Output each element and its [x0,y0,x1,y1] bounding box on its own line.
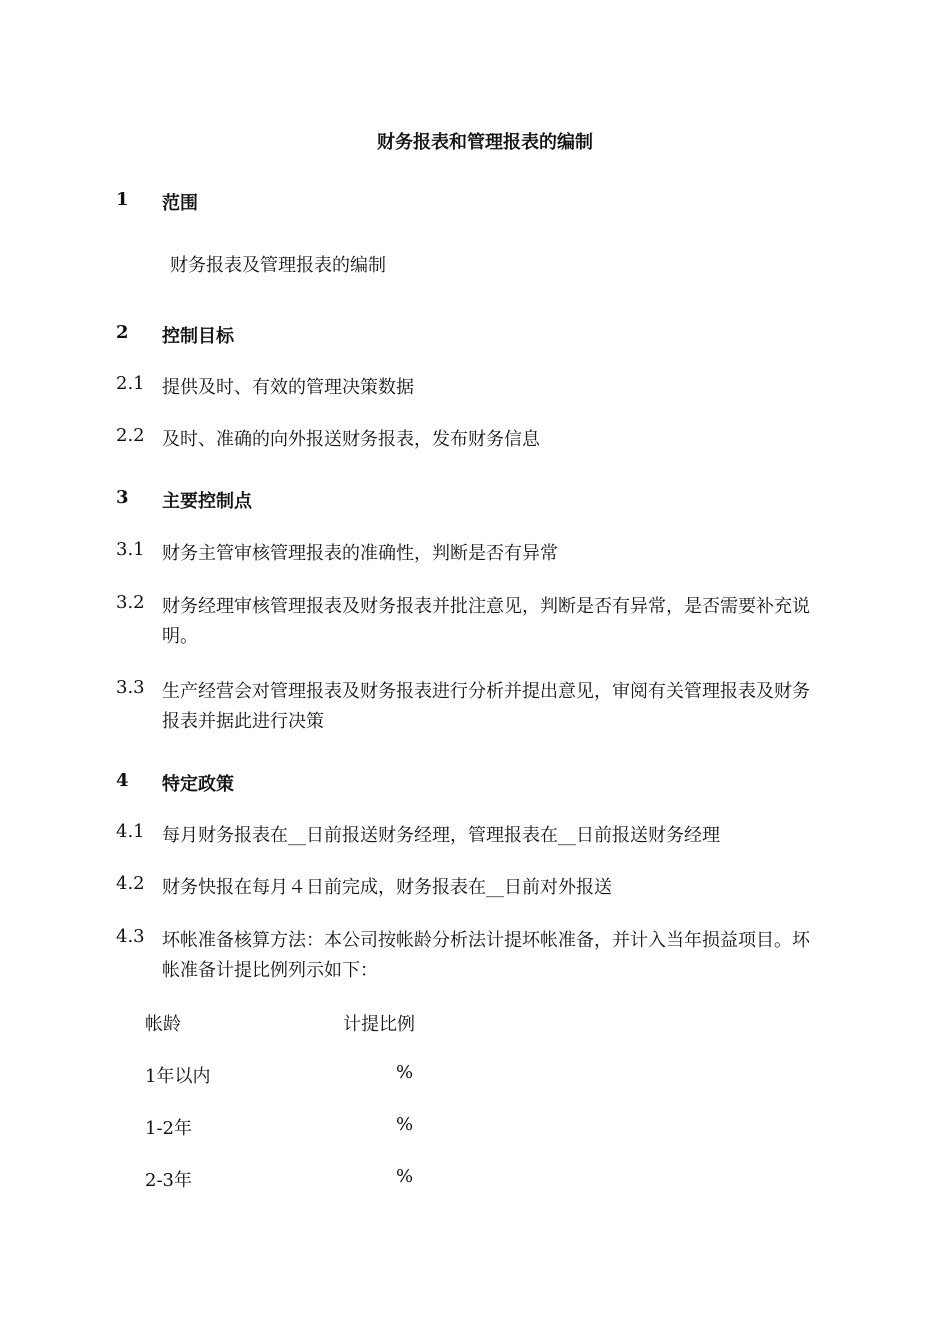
item-2-2-number: 2.2 [116,425,145,446]
item-2-2-text: 及时、准确的向外报送财务报表，发布财务信息 [162,429,540,450]
item-4-2-number: 4.2 [116,873,145,894]
table-header-ratio: 计提比例 [343,1014,415,1035]
item-4-1-number: 4.1 [116,821,145,842]
item-3-3-text-line2: 报表并据此进行决策 [162,711,324,732]
item-4-2-text: 财务快报在每月４日前完成，财务报表在__日前对外报送 [162,877,612,898]
section-3-heading: 主要控制点 [162,491,252,512]
table-row-3-ratio: % [396,1166,414,1187]
item-3-3-text-line1: 生产经营会对管理报表及财务报表进行分析并提出意见，审阅有关管理报表及财务 [162,681,810,702]
item-4-3-number: 4.3 [116,926,145,947]
item-3-3-number: 3.3 [116,677,145,698]
item-2-1-number: 2.1 [116,373,145,394]
item-4-3-text-line2: 帐准备计提比例列示如下： [162,960,378,981]
table-row-2-age: 1-2年 [145,1118,192,1139]
section-3-number: 3 [116,487,129,508]
section-4-number: 4 [116,770,129,791]
item-3-1-number: 3.1 [116,539,145,560]
table-row-1-ratio: % [396,1062,414,1083]
scope-text: 财务报表及管理报表的编制 [170,255,386,276]
section-4-heading: 特定政策 [162,774,234,795]
table-row-1-age: 1年以内 [145,1066,211,1087]
section-2-heading: 控制目标 [162,326,234,347]
item-3-2-text-line2: 明。 [162,626,198,647]
section-1-number: 1 [116,189,129,210]
item-4-3-text-line1: 坏帐准备核算方法：本公司按帐龄分析法计提坏帐准备，并计入当年损益项目。坏 [162,930,810,951]
document-title: 财务报表和管理报表的编制 [377,132,593,153]
item-3-2-text-line1: 财务经理审核管理报表及财务报表并批注意见，判断是否有异常，是否需要补充说 [162,596,810,617]
item-3-1-text: 财务主管审核管理报表的准确性，判断是否有异常 [162,543,558,564]
table-row-3-age: 2-3年 [145,1170,192,1191]
table-row-2-ratio: % [396,1114,414,1135]
section-2-number: 2 [116,322,129,343]
section-1-heading: 范围 [162,193,198,214]
item-4-1-text: 每月财务报表在__日前报送财务经理，管理报表在__日前报送财务经理 [162,825,720,846]
table-header-age: 帐龄 [145,1014,181,1035]
item-3-2-number: 3.2 [116,592,145,613]
item-2-1-text: 提供及时、有效的管理决策数据 [162,377,414,398]
